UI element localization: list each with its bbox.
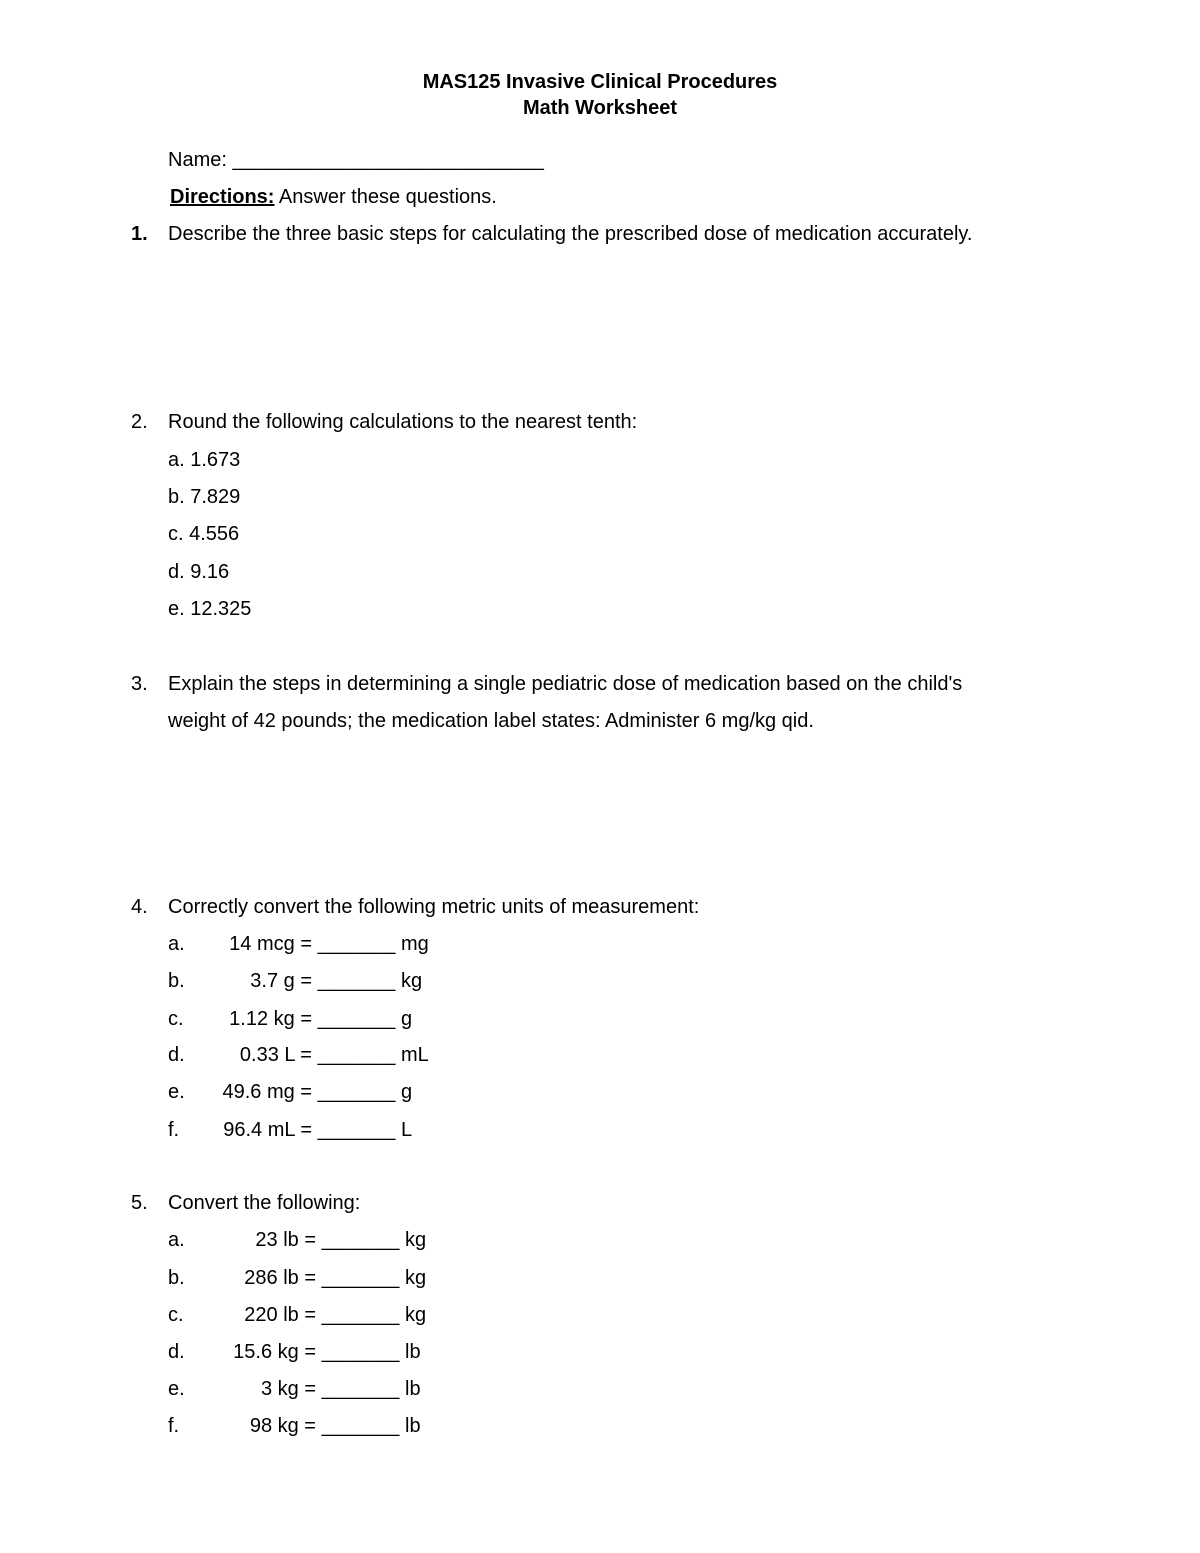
item-letter: e. (168, 598, 185, 620)
item-letter: a. (168, 449, 185, 471)
item-letter: c. (168, 523, 184, 545)
item-unit: g (401, 1081, 413, 1103)
q5-item-f (168, 1415, 421, 1438)
q2-text: Round the following calculations to the nearest tenth: (168, 411, 638, 433)
q1-number: 1. (131, 223, 148, 245)
q2-number: 2. (131, 411, 148, 433)
item-letter: d. (168, 561, 185, 583)
item-unit: mL (401, 1044, 429, 1066)
q4-item-e (168, 1081, 412, 1104)
document-subtitle: Math Worksheet (522, 97, 678, 119)
item-quantity: 220 lb = (244, 1304, 316, 1326)
q4-number: 4. (131, 896, 148, 918)
q4-item-c (168, 1008, 412, 1031)
q5-number: 5. (131, 1192, 148, 1214)
answer-blank: _______ (321, 1229, 400, 1251)
q5-item-e (168, 1378, 421, 1401)
q4-item-b (168, 970, 422, 993)
q4-item-a (168, 933, 429, 956)
q5-text: Convert the following: (168, 1192, 361, 1214)
answer-blank: _______ (321, 1415, 400, 1437)
answer-blank: _______ (321, 1304, 400, 1326)
q3-text-line1: Explain the steps in determining a single pediatric dose of medication based on the child's (168, 673, 963, 695)
item-letter: a. (168, 1229, 185, 1251)
q2-item-a (168, 449, 240, 472)
answer-blank: _______ (317, 970, 396, 992)
item-quantity: 3.7 g = (250, 970, 312, 992)
item-quantity: 98 kg = (249, 1415, 316, 1437)
q4-text: Correctly convert the following metric units of measurement: (168, 896, 700, 918)
item-unit: lb (405, 1415, 421, 1437)
item-quantity: 96.4 mL = (223, 1119, 312, 1141)
q2-item-d (168, 561, 229, 584)
item-unit: g (401, 1008, 413, 1030)
item-letter: c. (168, 1008, 184, 1030)
item-unit: kg (405, 1267, 427, 1289)
q4-item-f (168, 1119, 412, 1142)
item-unit: kg (405, 1304, 427, 1326)
q2-item-b (168, 486, 240, 509)
answer-blank: _______ (317, 933, 396, 955)
answer-blank: _______ (321, 1267, 400, 1289)
item-value: 12.325 (190, 598, 252, 620)
item-letter: c. (168, 1304, 184, 1326)
item-quantity: 14 mcg = (229, 933, 312, 955)
item-letter: d. (168, 1044, 185, 1066)
name-line (168, 149, 544, 172)
answer-blank: _______ (317, 1008, 396, 1030)
item-unit: kg (405, 1229, 427, 1251)
name-blank: ____________________________ (232, 149, 544, 171)
item-letter: d. (168, 1341, 185, 1363)
item-quantity: 1.12 kg = (229, 1008, 312, 1030)
item-quantity: 286 lb = (244, 1267, 316, 1289)
item-quantity: 0.33 L = (239, 1044, 312, 1066)
item-value: 4.556 (189, 523, 240, 545)
name-label: Name: (168, 149, 227, 171)
item-value: 1.673 (190, 449, 241, 471)
answer-blank: _______ (321, 1341, 400, 1363)
directions-label: Directions: (170, 186, 275, 208)
item-letter: f. (168, 1119, 180, 1141)
document-title: MAS125 Invasive Clinical Procedures (422, 71, 778, 93)
answer-blank: _______ (317, 1119, 396, 1141)
item-quantity: 49.6 mg = (222, 1081, 312, 1103)
item-letter: e. (168, 1378, 185, 1400)
item-letter: a. (168, 933, 185, 955)
item-letter: f. (168, 1415, 180, 1437)
q3-text-line2: weight of 42 pounds; the medication label states: Administer 6 mg/kg qid. (168, 710, 814, 732)
q5-item-a (168, 1229, 426, 1252)
q5-item-b (168, 1267, 426, 1290)
q4-item-d (168, 1044, 429, 1067)
item-quantity: 3 kg = (260, 1378, 316, 1400)
answer-blank: _______ (317, 1081, 396, 1103)
item-quantity: 15.6 kg = (233, 1341, 316, 1363)
q5-item-d (168, 1341, 421, 1364)
item-letter: b. (168, 1267, 185, 1289)
answer-blank: _______ (321, 1378, 400, 1400)
item-quantity: 23 lb = (255, 1229, 316, 1251)
q2-item-c (168, 523, 239, 546)
q3-number: 3. (131, 673, 148, 695)
answer-blank: _______ (317, 1044, 396, 1066)
item-value: 9.16 (190, 561, 230, 583)
q2-item-e (168, 598, 251, 621)
item-unit: lb (405, 1341, 421, 1363)
item-letter: b. (168, 486, 185, 508)
q1-text: Describe the three basic steps for calculating the prescribed dose of medication accurately. (168, 223, 973, 245)
item-unit: lb (405, 1378, 421, 1400)
item-letter: b. (168, 970, 185, 992)
directions-text: Answer these questions. (278, 186, 497, 208)
q5-item-c (168, 1304, 426, 1327)
directions-line (170, 186, 497, 209)
item-unit: mg (401, 933, 429, 955)
item-unit: L (401, 1119, 413, 1141)
item-value: 7.829 (190, 486, 241, 508)
item-unit: kg (401, 970, 423, 992)
item-letter: e. (168, 1081, 185, 1103)
